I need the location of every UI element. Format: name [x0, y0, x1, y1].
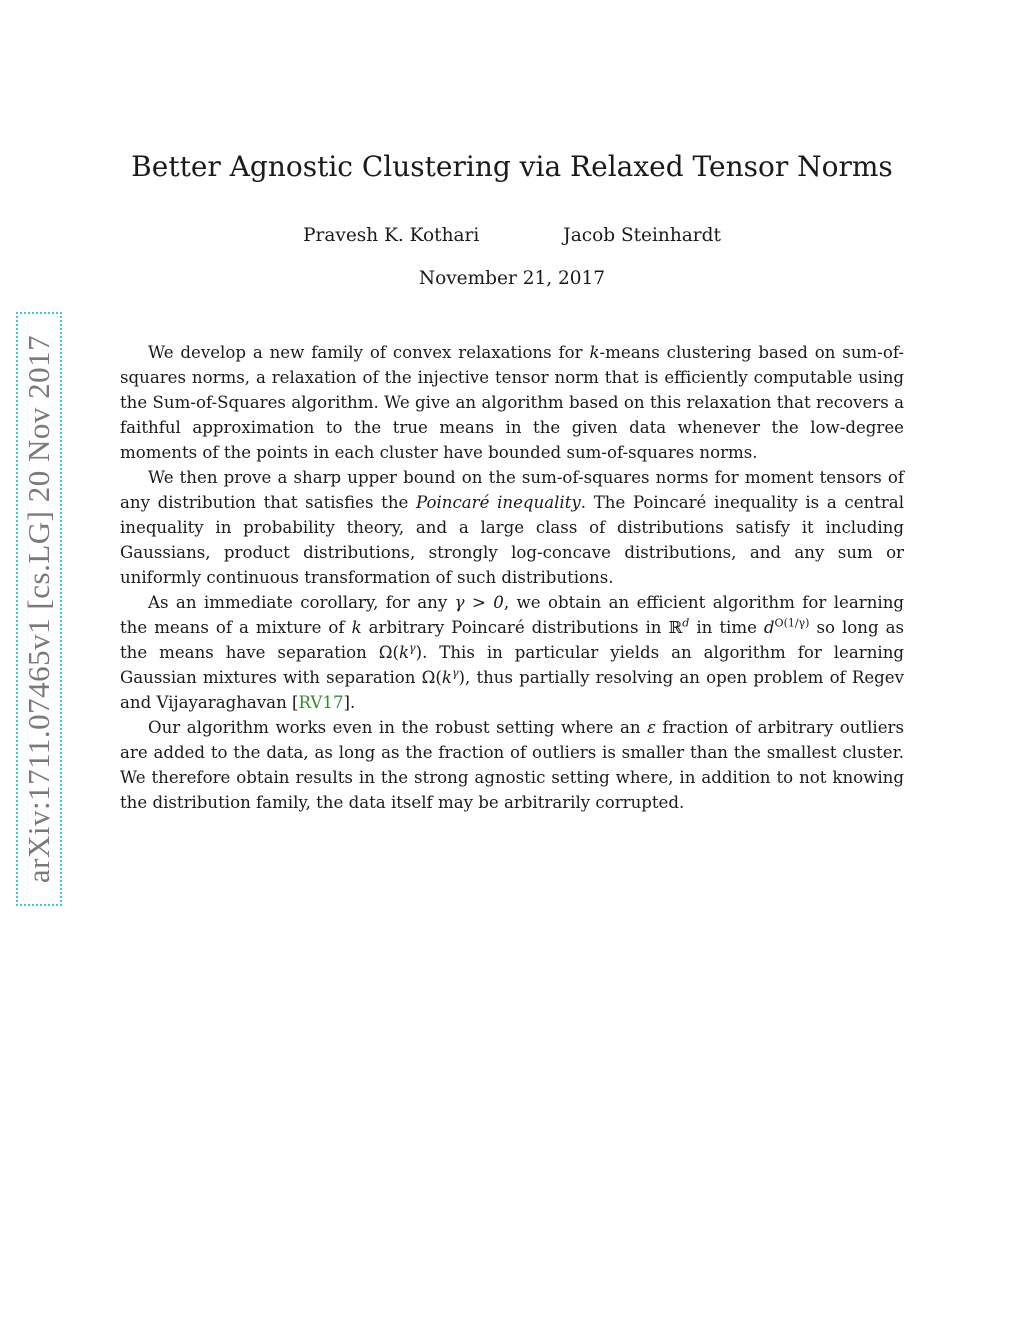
author-name: Pravesh K. Kothari [303, 225, 480, 246]
author-name: Jacob Steinhardt [563, 225, 721, 246]
abstract-paragraph: We develop a new family of convex relaxations for k-means clustering based on sum-of-squares norms, a relaxation of the injective tensor norm that is efficiently computable using the Sum-of-Squares algorithm. We give an algorithm based on this relaxation that recovers a faithful approximation to the true means in the given data whenever the low-degree moments of the points in each cluster have bounded sum-of-squares norms. [120, 343, 904, 462]
arxiv-stamp [16, 312, 62, 906]
emphasis-text: Poincaré inequality [416, 493, 581, 512]
paper-title: Better Agnostic Clustering via Relaxed Tensor Norms [131, 150, 893, 183]
arxiv-id: arXiv:1711.07465v1 [cs.LG] 20 Nov 2017 [21, 334, 56, 884]
abstract-paragraph: We then prove a sharp upper bound on the sum-of-squares norms for moment tensors of any distribution that satisfies the Poincaré inequality. The Poincaré inequality is a central inequality in probability theory, and a large class of distributions satisfy it including Gaussians, product distributions, strongly log-concave distributions, and any sum or uniformly continuous transformation of such distributions. [120, 468, 905, 587]
citation-link[interactable]: RV17 [298, 693, 344, 712]
abstract-paragraph: Our algorithm works even in the robust setting where an ε fraction of arbitrary outliers are added to the data, as long as the fraction of outliers is smaller than the smallest cluster. We therefore obtain results in the strong agnostic setting where, in addition to not knowing the distribution family, the data itself may be arbitrarily corrupted. [120, 718, 904, 812]
author-list [0, 225, 1024, 246]
abstract-paragraph: As an immediate corollary, for any γ > 0, we obtain an efficient algorithm for learning the means of a mixture of k arbitrary Poincaré distributions in ℝ$^d$ in time $d^{O(1/\gamma)}$ so long as the means have separation $\Omega(k^\gamma)$. This in particular yields an algorithm for learning Gaussian mixtures with separation $\Omega(k^\gamma)$, thus partially resolving an open problem of Regev and Vijayaraghavan [RV17]. [120, 593, 905, 712]
paper-date: November 21, 2017 [418, 268, 606, 289]
abstract [120, 340, 904, 815]
